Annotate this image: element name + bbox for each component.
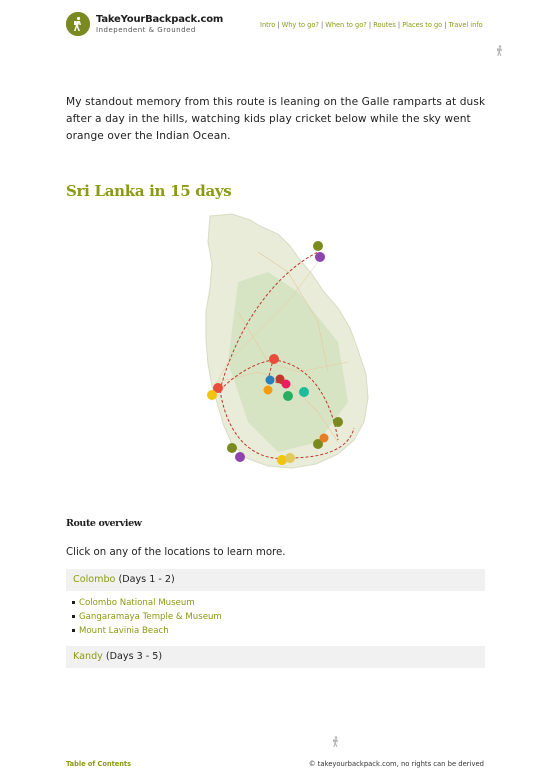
location-days: (Days 1 - 2) <box>115 574 175 585</box>
location-name[interactable]: Colombo <box>73 574 116 585</box>
top-nav: Intro | Why to go? | When to go? | Routes | Places to go | Travel info <box>260 21 483 29</box>
map-marker[interactable] <box>235 452 245 462</box>
section-title: Sri Lanka in 15 days <box>66 182 232 200</box>
page-header <box>0 0 550 48</box>
hiker-logo-icon <box>66 12 90 36</box>
map-marker[interactable] <box>283 391 293 401</box>
map-marker[interactable] <box>207 390 217 400</box>
map-marker[interactable] <box>227 443 237 453</box>
poi-list-colombo <box>72 596 222 638</box>
poi-link[interactable]: Colombo National Museum <box>72 596 222 610</box>
map-marker[interactable] <box>320 434 329 443</box>
poi-link[interactable]: Mount Lavinia Beach <box>72 624 222 638</box>
nav-places-to-go[interactable]: Places to go <box>402 21 443 29</box>
map-marker[interactable] <box>299 387 309 397</box>
map-marker[interactable] <box>315 252 325 262</box>
route-overview-title: Route overview <box>66 518 142 529</box>
map-marker[interactable] <box>266 376 275 385</box>
map-marker[interactable] <box>333 417 343 427</box>
map-marker[interactable] <box>285 453 295 463</box>
nav-when-to-go[interactable]: When to go? <box>325 21 367 29</box>
location-days: (Days 3 - 5) <box>102 651 163 662</box>
map-marker[interactable] <box>313 241 323 251</box>
footer-copyright: © takeyourbackpack.com, no rights can be derived <box>308 760 484 768</box>
hiker-icon <box>495 45 505 57</box>
poi-link[interactable]: Gangaramaya Temple & Museum <box>72 610 222 624</box>
nav-travel-info[interactable]: Travel info <box>448 21 483 29</box>
location-row-colombo[interactable] <box>66 569 485 591</box>
location-name[interactable]: Kandy <box>73 651 103 662</box>
logo-tagline: Independent & Grounded <box>96 25 196 34</box>
nav-intro[interactable]: Intro <box>260 21 276 29</box>
nav-why-to-go[interactable]: Why to go? <box>281 21 319 29</box>
site-logo[interactable] <box>66 12 223 36</box>
intro-paragraph: My standout memory from this route is leaning on the Galle ramparts at dusk after a day in the hills, watching kids play cricket below while the sky went orange over the Indian Ocean. <box>66 96 486 142</box>
nav-routes[interactable]: Routes <box>373 21 396 29</box>
hiker-icon <box>331 736 341 748</box>
route-map[interactable] <box>198 212 378 474</box>
map-marker[interactable] <box>264 386 273 395</box>
location-row-kandy[interactable] <box>66 646 485 668</box>
map-marker[interactable] <box>282 380 291 389</box>
map-marker[interactable] <box>269 354 279 364</box>
route-overview-note: Click on any of the locations to learn more. <box>66 547 286 558</box>
table-of-contents-link[interactable]: Table of Contents <box>66 760 131 768</box>
logo-name: TakeYourBackpack.com <box>96 13 224 25</box>
